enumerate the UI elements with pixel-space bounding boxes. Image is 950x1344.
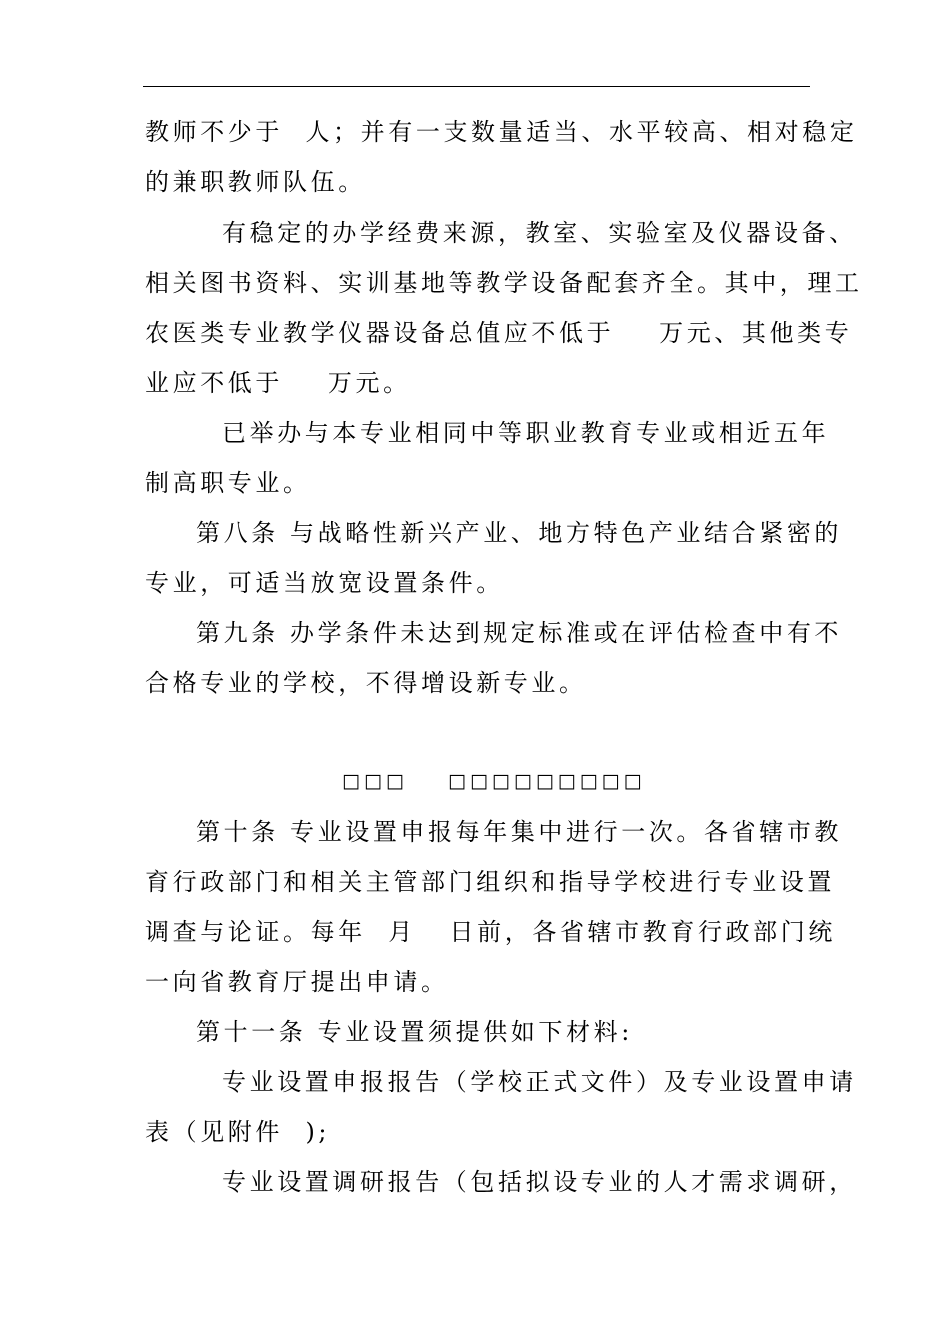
article-8-line-2: 专业，可适当放宽设置条件。	[145, 569, 504, 597]
body-line-4: 相关图书资料、实训基地等教学设备配套齐全。其中，理工	[145, 269, 863, 297]
body-line-3: 有稳定的办学经费来源，教室、实验室及仪器设备、	[222, 219, 857, 247]
body-line-6: 业应不低于 万元。	[145, 369, 411, 397]
material-1-line-2: 表（见附件 );	[145, 1118, 331, 1146]
material-1-line-1: 专业设置申报报告（学校正式文件）及专业设置申请	[222, 1068, 857, 1096]
article-10-line-1: 第十条 专业设置申报每年集中进行一次。各省辖市教	[196, 818, 843, 846]
material-2-line-1: 专业设置调研报告（包括拟设专业的人才需求调研，	[222, 1168, 857, 1196]
article-10-line-3: 调查与论证。每年 月 日前，各省辖市教育行政部门统	[145, 918, 836, 946]
article-8-line-1: 第八条 与战略性新兴产业、地方特色产业结合紧密的	[196, 519, 843, 547]
article-10-line-2: 育行政部门和相关主管部门组织和指导学校进行专业设置	[145, 868, 835, 896]
body-line-1: 教师不少于 人；并有一支数量适当、水平较高、相对稳定	[145, 118, 858, 146]
article-10-line-4: 一向省教育厅提出申请。	[145, 968, 449, 996]
section-heading: □□□ □□□□□□□□□	[342, 770, 646, 792]
article-9-line-2: 合格专业的学校，不得增设新专业。	[145, 669, 587, 697]
body-line-5: 农医类专业教学仪器设备总值应不低于 万元、其他类专	[145, 319, 853, 347]
article-9-line-1: 第九条 办学条件未达到规定标准或在评估检查中有不	[196, 619, 843, 647]
body-line-8: 制高职专业。	[145, 469, 311, 497]
article-11-line-1: 第十一条 专业设置须提供如下材料:	[196, 1018, 633, 1046]
header-rule	[143, 86, 810, 87]
body-line-7: 已举办与本专业相同中等职业教育专业或相近五年	[222, 419, 830, 447]
body-line-2: 的兼职教师队伍。	[145, 168, 366, 196]
